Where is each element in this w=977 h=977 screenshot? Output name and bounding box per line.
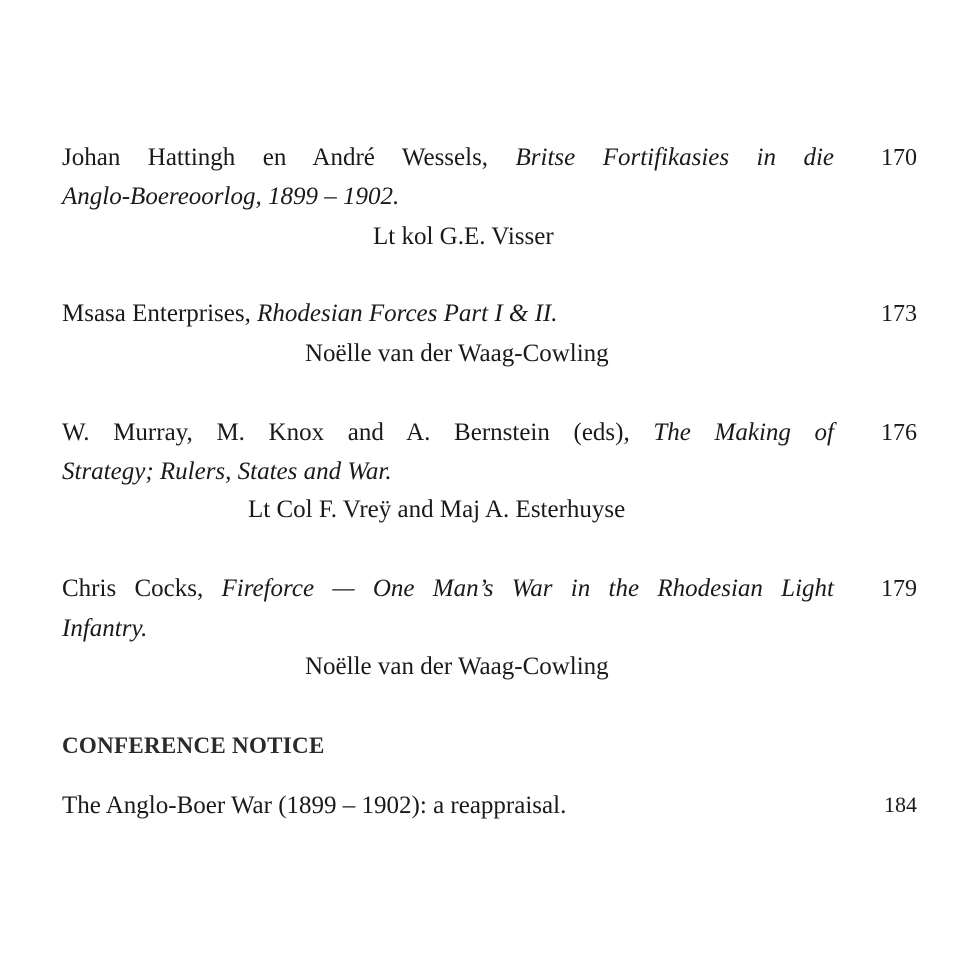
review-3-title: The Making of xyxy=(653,419,834,446)
review-4-reviewer: Noëlle van der Waag-Cowling xyxy=(305,653,609,680)
review-entry-1-line-1 xyxy=(62,143,834,173)
conference-entry: The Anglo-Boer War (1899 – 1902): a reappraisal. xyxy=(62,792,567,819)
review-entry-3-line-1 xyxy=(62,418,834,448)
review-1-page-number: 170 xyxy=(881,145,917,171)
review-3-page-number: 176 xyxy=(881,420,917,446)
review-1-title-cont: Anglo-Boereoorlog, 1899 – 1902. xyxy=(62,183,400,210)
review-2-reviewer: Noëlle van der Waag-Cowling xyxy=(305,340,609,367)
review-entry-4-line-1 xyxy=(62,574,834,604)
review-1-title: Britse Fortifikasies in die xyxy=(515,144,834,171)
review-3-author: W. Murray, M. Knox and A. Bernstein (eds), xyxy=(62,419,654,446)
review-3-title-cont: Strategy; Rulers, States and War. xyxy=(62,458,392,485)
review-entry-2-line-1 xyxy=(62,299,558,329)
review-4-author: Chris Cocks, xyxy=(62,575,222,602)
review-3-reviewer: Lt Col F. Vreÿ and Maj A. Esterhuyse xyxy=(248,496,626,523)
review-4-title-cont: Infantry. xyxy=(62,615,148,642)
conference-notice-heading: CONFERENCE NOTICE xyxy=(62,733,325,758)
review-4-title: Fireforce — One Man’s War in the Rhodesian Light xyxy=(221,575,834,602)
conference-page-number: 184 xyxy=(884,792,917,817)
review-2-title: Rhodesian Forces Part I & II. xyxy=(257,300,558,327)
review-2-author: Msasa Enterprises, xyxy=(62,300,258,327)
review-2-page-number: 173 xyxy=(881,301,917,327)
review-1-reviewer: Lt kol G.E. Visser xyxy=(373,223,554,250)
review-4-page-number: 179 xyxy=(881,576,917,602)
review-1-author: Johan Hattingh en André Wessels, xyxy=(62,144,516,171)
